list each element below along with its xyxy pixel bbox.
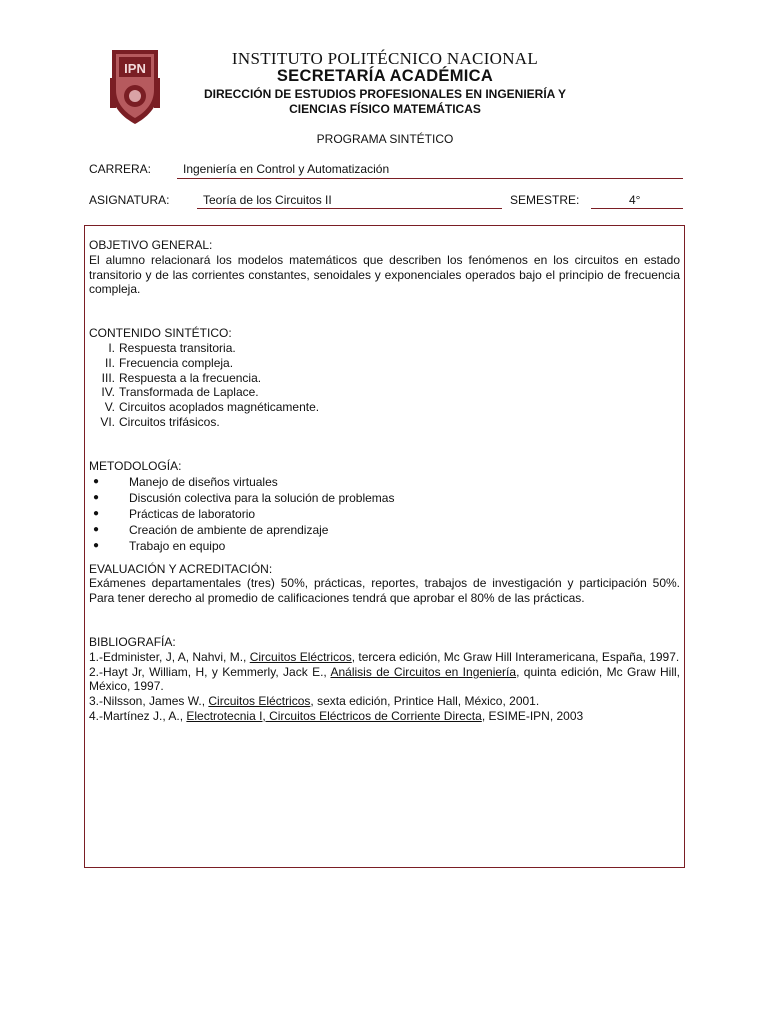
logo-lettering: IPN (124, 61, 146, 76)
bullet-icon: ● (93, 507, 100, 519)
asignatura-value: Teoría de los Circuitos II (203, 193, 332, 207)
metodologia-list (89, 474, 680, 554)
carrera-underline (177, 178, 683, 179)
book-title: Electrotecnia I, Circuitos Eléctricos de Corriente Directa (186, 708, 482, 723)
asignatura-underline (197, 208, 502, 209)
list-item: VI. Circuitos trifásicos. (100, 414, 220, 429)
metodologia-title: METODOLOGÍA: (89, 458, 182, 473)
semestre-label: SEMESTRE: (510, 193, 580, 207)
semestre-underline (591, 208, 683, 209)
bullet-icon: ● (93, 491, 100, 503)
evaluacion-title: EVALUACIÓN Y ACREDITACIÓN: (89, 561, 273, 576)
list-item: ● Prácticas de laboratorio (89, 506, 680, 522)
list-item: II. Frecuencia compleja. (104, 355, 234, 370)
carrera-value: Ingeniería en Control y Automatización (183, 162, 390, 176)
carrera-label: CARRERA: (89, 162, 152, 176)
objetivo-title: OBJETIVO GENERAL: (89, 238, 213, 252)
objetivo-text: El alumno relacionará los modelos matemáticos que describen los fenómenos en los circuitos en estado transitorio y de las corrientes constantes, senoidales y exponenciales operados bajo el principio de frecuencia compleja. (89, 252, 680, 297)
bibliografia-title: BIBLIOGRAFÍA: (89, 634, 176, 649)
semestre-value: 4° (629, 193, 641, 207)
bibliography-entry: 2.-Hayt Jr, William, H, y Kemmerly, Jack E., Análisis de Circuitos en Ingeniería, quinta edición, Mc Graw Hill, México, 1997. (89, 664, 680, 694)
list-item: ● Discusión colectiva para la solución de problemas (89, 490, 680, 506)
list-item: ● Trabajo en equipo (89, 538, 680, 554)
list-item: III. Respuesta a la frecuencia. (101, 370, 262, 385)
list-item: ● Manejo de diseños virtuales (89, 474, 680, 490)
bullet-icon: ● (93, 523, 100, 535)
book-title: Circuitos Eléctricos (249, 649, 352, 664)
bullet-icon: ● (93, 475, 100, 487)
list-item: V. Circuitos acoplados magnéticamente. (104, 400, 320, 415)
bibliography-entry: 3.-Nilsson, James W., Circuitos Eléctricos, sexta edición, Printice Hall, México, 2001. (89, 694, 540, 709)
secretariat-title: SECRETARÍA ACADÉMICA (276, 67, 494, 85)
program-content (89, 238, 680, 724)
program-title: PROGRAMA SINTÉTICO (316, 132, 454, 146)
direction-title (150, 87, 620, 117)
contenido-title: CONTENIDO SINTÉTICO: (89, 326, 232, 341)
list-item: IV. Transformada de Laplace. (101, 385, 259, 400)
contenido-list (89, 341, 680, 430)
book-title: Análisis de Circuitos en Ingeniería (330, 664, 517, 679)
bibliography-entry: 4.-Martínez J., A., Electrotecnia I, Circuitos Eléctricos de Corriente Directa, ESIME-IPN, 2003 (89, 708, 584, 723)
bullet-icon: ● (93, 539, 100, 551)
institution-name: INSTITUTO POLITÉCNICO NACIONAL (231, 49, 539, 68)
direction-line-2: CIENCIAS FÍSICO MATEMÁTICAS (289, 102, 481, 116)
bibliography-entry: 1.-Edminister, J, A, Nahvi, M., Circuitos Eléctricos, tercera edición, Mc Graw Hill Interamericana, España, 1997. (89, 649, 680, 664)
asignatura-label: ASIGNATURA: (89, 193, 170, 207)
evaluacion-text: Exámenes departamentales (tres) 50%, prácticas, reportes, trabajos de investigación y participación 50%. Para tener derecho al promedio de calificaciones tendrá que aprobar el 80% de las prácticas. (89, 576, 680, 606)
book-title: Circuitos Eléctricos (208, 694, 311, 709)
list-item: ● Creación de ambiente de aprendizaje (89, 522, 680, 538)
list-item: I. Respuesta transitoria. (108, 340, 236, 355)
direction-line-1: DIRECCIÓN DE ESTUDIOS PROFESIONALES EN INGENIERÍA Y (203, 87, 567, 101)
